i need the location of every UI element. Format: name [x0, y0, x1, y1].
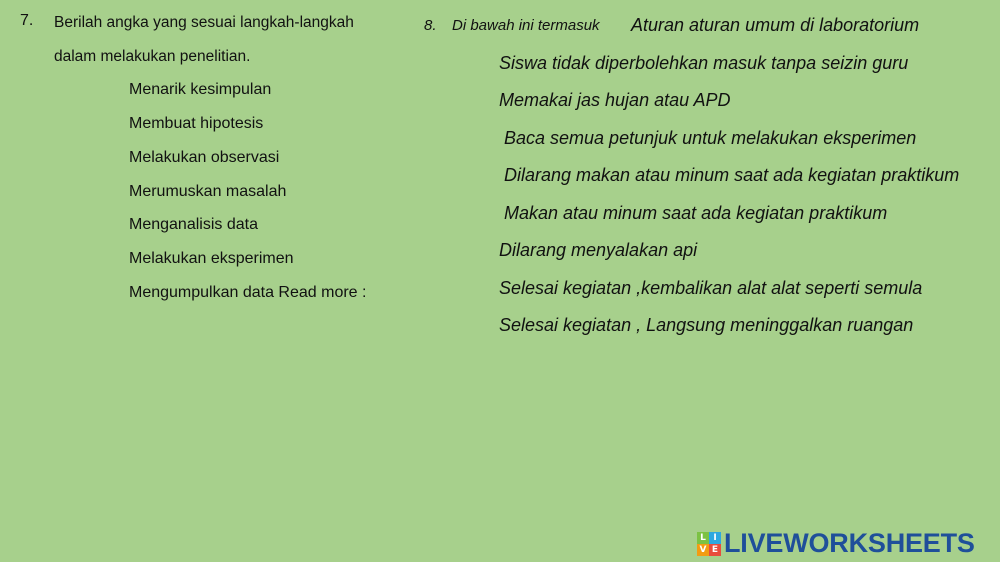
question-7-prompt-line-2: dalam melakukan penelitian.: [54, 48, 251, 65]
q7-step-item: Menarik kesimpulan: [129, 81, 272, 98]
q8-rule-item: Selesai kegiatan ,kembalikan alat alat seperti semula: [499, 278, 923, 298]
liveworksheets-logo: [697, 528, 975, 559]
q7-step-item: Melakukan observasi: [129, 149, 280, 166]
q7-step-item: Membuat hipotesis: [129, 115, 264, 132]
question-7-prompt-line-1: Berilah angka yang sesuai langkah-langkah: [54, 14, 354, 31]
question-8-number: 8.: [424, 17, 437, 34]
q7-step-item: Melakukan eksperimen: [129, 250, 294, 267]
q8-rule-item: Dilarang makan atau minum saat ada kegiatan praktikum: [504, 165, 960, 185]
q8-rule-item: Makan atau minum saat ada kegiatan praktikum: [504, 203, 888, 223]
question-7-number: 7.: [20, 12, 34, 29]
q8-rule-item: Memakai jas hujan atau APD: [499, 90, 731, 110]
logo-mark-cell: V: [697, 544, 709, 556]
logo-mark-cell: L: [697, 532, 709, 544]
q8-rule-item: Selesai kegiatan , Langsung meninggalkan ruangan: [499, 315, 914, 335]
q8-rule-item: Baca semua petunjuk untuk melakukan eksperimen: [504, 128, 917, 148]
q8-rule-item: Dilarang menyalakan api: [499, 240, 698, 260]
logo-mark-cell: E: [709, 544, 721, 556]
logo-mark-icon: [697, 532, 721, 556]
logo-mark-cell: I: [709, 532, 721, 544]
question-8-intro: Di bawah ini termasuk: [452, 17, 600, 34]
q8-rule-item: Siswa tidak diperbolehkan masuk tanpa seizin guru: [499, 53, 909, 73]
q7-step-item: Menganalisis data: [129, 216, 258, 233]
q7-step-item: Mengumpulkan data Read more :: [129, 284, 367, 301]
q7-step-item: Merumuskan masalah: [129, 183, 287, 200]
logo-text: LIVEWORKSHEETS: [724, 528, 975, 558]
question-8-title: Aturan aturan umum di laboratorium: [631, 15, 920, 35]
